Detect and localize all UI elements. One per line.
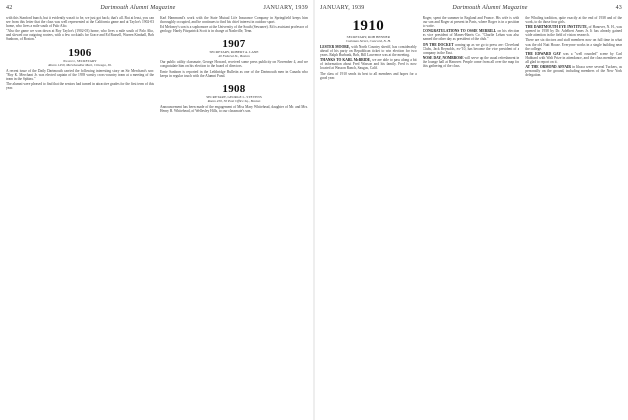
paragraph-text: we are able to pass along a bit of information about Fred Wasson and his family. Fred is now located at Wasson Ranch, Saugus, Calif. xyxy=(320,58,417,71)
paragraph-lead: AT THE ORMOND AFFAIR xyxy=(525,65,571,70)
paragraph-lead: THE DARTMOUTH EYE INSTITUTE, xyxy=(525,25,588,30)
class-address: Room 450, 50 Post Office Sq., Boston xyxy=(207,98,261,103)
paragraph: Karl Hammond's work with the State Mutual Life Insurance Company in Springfield keeps him thoroughly occupied, and he continues to find his chief interest in outdoor sport. xyxy=(160,16,308,25)
class-address: 40 Federal St., Boston xyxy=(218,54,250,59)
left-column-1 xyxy=(6,16,154,420)
class-heading-1908: 1908 xyxy=(222,82,246,95)
page-gutter xyxy=(313,0,315,420)
paragraph-text: on his election as vice president of Manes-Harris Co. "Charlie Lehan was also named the other day as president of the club." xyxy=(422,29,520,42)
class-secretary: SECRETARY, ROB BENNER xyxy=(346,35,390,39)
paragraph: Ernie Sanborn is reported in the Lethbridge Bulletin as one of the Dartmouth men in Canada who keeps in regular touch with the Alumni Fund. xyxy=(160,69,308,78)
paragraph: Ed Meloney's son is a sophomore at the University of the South (Sewanee). Ed is assistant professor of geology. Hardy Fitzpatrick Scott is in charge at Nashville, Tenn. xyxy=(160,25,308,34)
paragraph xyxy=(423,43,520,55)
paragraph: Announcement has been made of the engagement of Miss Mary Whitehead, daughter of Mr. and Mrs. Henry B. Whitehead, of Wellesley Hills, to our classmate's son. xyxy=(160,104,308,113)
paragraph xyxy=(423,29,520,41)
paragraph-text: with North Country sheriff, has considerably ahead of his party on Republican ticket to win election for two years. Ralph Burbank, Bob, Bill Lawrence was at the meeting. xyxy=(320,45,417,58)
paragraph: The class of 1910 sends its best to all members and hopes for a good year. xyxy=(320,71,417,80)
class-heading-1907: 1907 xyxy=(222,38,246,51)
right-page xyxy=(316,0,628,420)
paragraph xyxy=(525,52,622,64)
left-date: JANUARY, 1939 xyxy=(263,5,308,11)
left-running-head xyxy=(6,4,308,13)
paragraph-text: will serve up the usual refreshment in the lounge hall at Hanover. People come from all over the map for this gathering of the class. xyxy=(422,55,520,69)
paragraph-text: coming up as we go to press are: Cleveland Clubs, Jack Reynolds, ex-'10, has become the vice president of a company in the East. xyxy=(422,42,520,55)
paragraph-lead: THE EDWARD GAY xyxy=(525,51,561,56)
class-secretary: President, SECRETARY xyxy=(63,58,97,63)
paragraph-text: of Hanover, N. H., was opened in 1938 by Dr. Adelbert Ames Jr. It has already gained wide attention in the field of vision research. xyxy=(525,25,623,38)
class-secretary: SECRETARY, GEORGE L. STEVENS xyxy=(206,94,262,99)
paragraph: Roger, spent the summer in England and France. His wife is with our son and Roger at present in Paris, where Roger is in a position to write. xyxy=(422,16,520,29)
right-folio: 43 xyxy=(615,5,622,11)
class-address: Cushman Street, Concord, N. H. xyxy=(345,39,391,43)
right-column-2 xyxy=(423,16,520,420)
right-column-1 xyxy=(320,16,417,420)
paragraph-text: in Ithaca were several Tuckers, as personally on the ground, including members of the New York delegation. xyxy=(525,65,623,78)
paragraph: Our public utility classmate, George Howard, received some press publicity on November 4, and we congratulate him on his election to the board of directors. xyxy=(160,60,308,69)
paragraph xyxy=(525,65,622,77)
left-columns xyxy=(6,16,308,420)
paragraph xyxy=(320,45,417,57)
right-column-3 xyxy=(525,16,622,420)
class-address: Room 1450, Merchandise Mart, Chicago, Ill. xyxy=(48,62,112,67)
right-date: JANUARY, 1939 xyxy=(320,5,365,11)
paragraph: with this Stanford bunch, but it evidently wasn't to be, we just got back; that's all. But at least, you can see from this letter that the class was well represented at the California game and at Taylor's 1902-03 home, who lives a mile south of Palo Alto. xyxy=(6,16,154,29)
left-column-2 xyxy=(160,16,308,420)
paragraph xyxy=(423,56,520,68)
paragraph: "Also the game we won down at Roy Taylor's (1902-03) home, who lives a mile south of Palo Alto, and slowed our outgoing rooters, with a few cocktails for Grace and Ed Russell, Warren Kimball, Bob Sanborn, of Boston." xyxy=(6,29,154,42)
paragraph: A recent issue of the Daily Dartmouth carried the following interesting story on Sir Merchant's son: "Roy K. Merchant Jr. was elected captain of the 1939 varsity cross-country team at a meeting of the team in the Sphinx." xyxy=(6,68,154,81)
paragraph-lead: NOSE DAY, NOMBROSE xyxy=(422,55,464,60)
right-columns xyxy=(320,16,622,420)
paragraph-lead: CONGRATULATIONS TO OSSIE MERRILL xyxy=(422,29,497,34)
left-magazine-title: Dartmouth Alumni Magazine xyxy=(100,5,176,11)
paragraph xyxy=(525,25,622,37)
left-folio: 42 xyxy=(6,5,13,11)
paragraph: the Whaling tradition, quite exactly at the end of 1938 and of the work, to do those four girls. xyxy=(525,16,623,25)
class-heading-1910: 1910 xyxy=(352,18,385,34)
left-page xyxy=(0,0,312,420)
paragraph-text: was a "well rounded" scene by Carl Hubbard with Walt Prize in attendance, and the class members are all glad to report on it. xyxy=(525,51,623,64)
class-heading-1906: 1906 xyxy=(68,46,92,59)
paragraph xyxy=(320,58,417,70)
class-secretary: SECRETARY, ROBERT A. LANE xyxy=(209,50,259,55)
paragraph-lead: LESTER MOORE, xyxy=(320,45,351,49)
paragraph: There are six doctors and staff members now on full time in what was the old Nutt House. Everyone works in a single building near the college. xyxy=(525,38,623,51)
right-magazine-title: Dartmouth Alumni Magazine xyxy=(452,5,528,11)
paragraph: The alumni were pleased to find that the seniors had turned in attractive grades for the first term of this year. xyxy=(6,81,154,90)
paragraph-lead: ON THE DOCKET xyxy=(422,42,454,47)
paragraph-lead: THANKS TO KARL McBRIDE, xyxy=(320,58,371,63)
right-running-head xyxy=(320,4,622,13)
